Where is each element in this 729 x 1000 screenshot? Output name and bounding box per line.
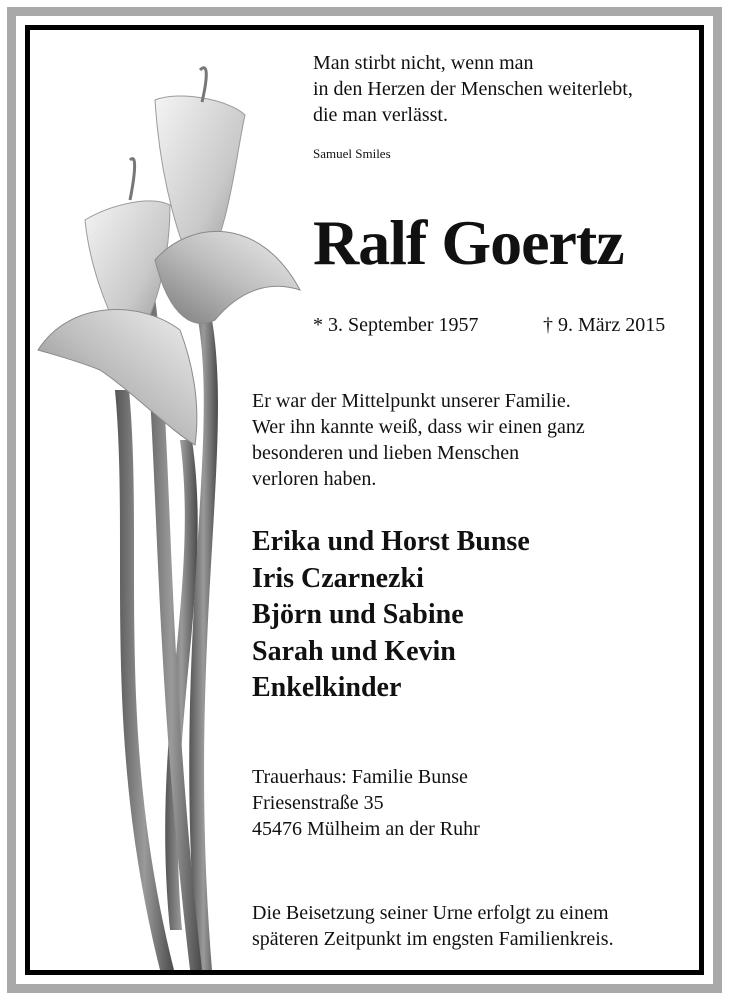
family-member: Erika und Horst Bunse — [252, 526, 530, 557]
message-line: verloren haben. — [252, 468, 377, 490]
family-member: Enkelkinder — [252, 672, 402, 703]
address-line: 45476 Mülheim an der Ruhr — [252, 818, 480, 840]
burial-line: späteren Zeitpunkt im engsten Familienkreis. — [252, 928, 614, 950]
family-members — [252, 524, 530, 707]
deceased-name: Ralf Goertz — [313, 207, 624, 278]
quote-line: die man verlässt. — [313, 104, 448, 126]
family-member: Björn und Sabine — [252, 599, 464, 630]
family-member: Iris Czarnezki — [252, 562, 424, 594]
message-line: Er war der Mittelpunkt unserer Familie. — [252, 390, 571, 412]
address-line: Friesenstraße 35 — [252, 792, 384, 814]
message-line: besonderen und lieben Menschen — [252, 442, 520, 464]
petal — [155, 231, 300, 323]
birth-date: * 3. September 1957 — [313, 314, 479, 336]
memorial-message — [252, 388, 682, 492]
petal — [38, 310, 197, 445]
message-line: Wer ihn kannte weiß, dass wir einen ganz — [252, 416, 585, 438]
burial-notice — [252, 900, 692, 952]
quote-author: Samuel Smiles — [313, 146, 391, 161]
quote-line: Man stirbt nicht, wenn man — [313, 52, 534, 74]
family-member: Sarah und Kevin — [252, 635, 456, 667]
address-line: Trauerhaus: Familie Bunse — [252, 766, 468, 788]
death-date: † 9. März 2015 — [543, 314, 666, 336]
life-dates — [313, 314, 683, 337]
quote — [313, 50, 683, 128]
mourning-address — [252, 764, 480, 842]
burial-line: Die Beisetzung seiner Urne erfolgt zu einem — [252, 902, 609, 924]
quote-line: in den Herzen der Menschen weiterlebt, — [313, 78, 633, 100]
